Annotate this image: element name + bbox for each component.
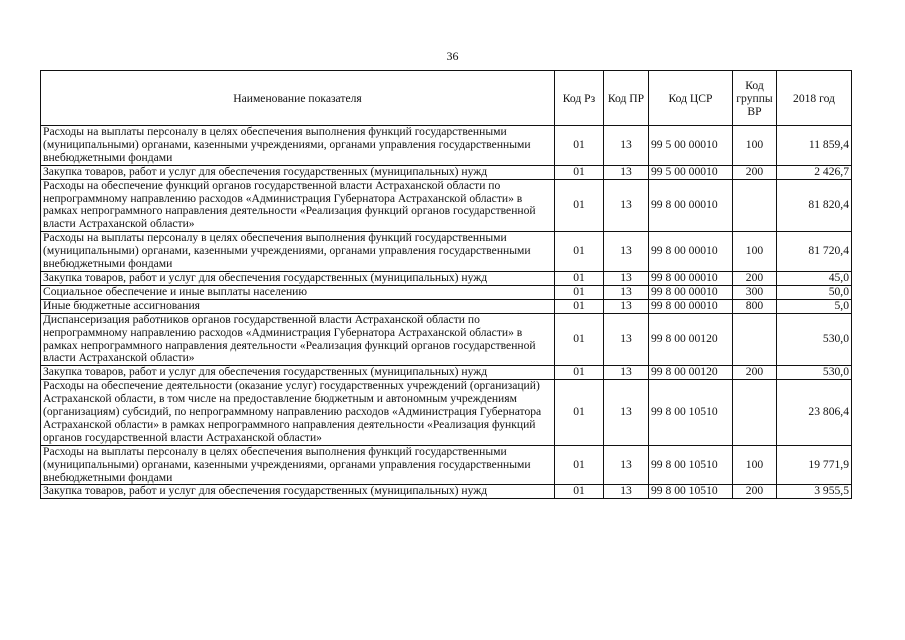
table-row bbox=[41, 485, 852, 499]
row-code-rz: 01 bbox=[555, 299, 604, 313]
row-name: Закупка товаров, работ и услуг для обеспечения государственных (муниципальных) нужд bbox=[41, 366, 555, 380]
header-code-pr: Код ПР bbox=[604, 71, 649, 126]
row-code-rz: 01 bbox=[555, 232, 604, 272]
row-code-rz: 01 bbox=[555, 285, 604, 299]
row-code-csr: 99 5 00 00010 bbox=[649, 165, 733, 179]
row-amount: 81 820,4 bbox=[777, 179, 852, 232]
row-name: Расходы на выплаты персоналу в целях обеспечения выполнения функций государственными (муниципальными) органами, казенными учреждениями, органами управления государственными внебюджетными фондами bbox=[41, 445, 555, 485]
row-code-pr: 13 bbox=[604, 271, 649, 285]
row-code-pr: 13 bbox=[604, 313, 649, 366]
row-code-csr: 99 8 00 10510 bbox=[649, 445, 733, 485]
table-header-row bbox=[41, 71, 852, 126]
row-code-rz: 01 bbox=[555, 271, 604, 285]
row-code-csr: 99 8 00 00010 bbox=[649, 271, 733, 285]
row-code-vr: 200 bbox=[733, 366, 777, 380]
row-code-rz: 01 bbox=[555, 380, 604, 446]
row-code-csr: 99 8 00 00120 bbox=[649, 366, 733, 380]
row-amount: 3 955,5 bbox=[777, 485, 852, 499]
row-amount: 5,0 bbox=[777, 299, 852, 313]
row-code-rz: 01 bbox=[555, 313, 604, 366]
header-name: Наименование показателя bbox=[41, 71, 555, 126]
row-code-csr: 99 8 00 10510 bbox=[649, 380, 733, 446]
row-code-csr: 99 8 00 00120 bbox=[649, 313, 733, 366]
row-code-pr: 13 bbox=[604, 445, 649, 485]
row-code-csr: 99 5 00 00010 bbox=[649, 126, 733, 166]
table-row bbox=[41, 380, 852, 446]
row-amount: 45,0 bbox=[777, 271, 852, 285]
row-code-pr: 13 bbox=[604, 232, 649, 272]
row-code-vr: 100 bbox=[733, 126, 777, 166]
row-code-vr bbox=[733, 313, 777, 366]
row-code-rz: 01 bbox=[555, 165, 604, 179]
row-code-rz: 01 bbox=[555, 126, 604, 166]
row-code-pr: 13 bbox=[604, 126, 649, 166]
row-code-pr: 13 bbox=[604, 179, 649, 232]
row-code-rz: 01 bbox=[555, 366, 604, 380]
row-name: Закупка товаров, работ и услуг для обеспечения государственных (муниципальных) нужд bbox=[41, 271, 555, 285]
row-amount: 2 426,7 bbox=[777, 165, 852, 179]
row-code-rz: 01 bbox=[555, 179, 604, 232]
row-code-vr bbox=[733, 179, 777, 232]
table-row bbox=[41, 445, 852, 485]
row-code-vr: 200 bbox=[733, 271, 777, 285]
table-row bbox=[41, 165, 852, 179]
row-amount: 530,0 bbox=[777, 366, 852, 380]
row-name: Иные бюджетные ассигнования bbox=[41, 299, 555, 313]
header-code-csr: Код ЦСР bbox=[649, 71, 733, 126]
row-code-rz: 01 bbox=[555, 485, 604, 499]
table-row bbox=[41, 313, 852, 366]
page-number: 36 bbox=[446, 49, 459, 63]
header-year: 2018 год bbox=[777, 71, 852, 126]
table-row bbox=[41, 366, 852, 380]
row-code-csr: 99 8 00 00010 bbox=[649, 232, 733, 272]
table-row bbox=[41, 285, 852, 299]
header-code-vr: Код группы ВР bbox=[733, 71, 777, 126]
row-code-csr: 99 8 00 00010 bbox=[649, 285, 733, 299]
budget-table bbox=[40, 70, 852, 499]
row-code-vr bbox=[733, 380, 777, 446]
row-amount: 23 806,4 bbox=[777, 380, 852, 446]
table-row bbox=[41, 232, 852, 272]
row-code-vr: 100 bbox=[733, 445, 777, 485]
row-name: Закупка товаров, работ и услуг для обеспечения государственных (муниципальных) нужд bbox=[41, 485, 555, 499]
row-code-pr: 13 bbox=[604, 285, 649, 299]
row-amount: 11 859,4 bbox=[777, 126, 852, 166]
row-code-vr: 800 bbox=[733, 299, 777, 313]
row-code-vr: 200 bbox=[733, 485, 777, 499]
row-code-pr: 13 bbox=[604, 366, 649, 380]
table-row bbox=[41, 179, 852, 232]
row-name: Расходы на обеспечение функций органов государственной власти Астраханской области по непрограммному направлению расходов «Администрация Губернатора Астраханской области» в рамках непрограммного направления деятельности «Реализация функций органов государственной власти Астраханской области» bbox=[41, 179, 555, 232]
row-code-vr: 100 bbox=[733, 232, 777, 272]
row-code-csr: 99 8 00 00010 bbox=[649, 179, 733, 232]
row-amount: 530,0 bbox=[777, 313, 852, 366]
row-amount: 81 720,4 bbox=[777, 232, 852, 272]
row-code-csr: 99 8 00 10510 bbox=[649, 485, 733, 499]
row-name: Расходы на выплаты персоналу в целях обеспечения выполнения функций государственными (муниципальными) органами, казенными учреждениями, органами управления государственными внебюджетными фондами bbox=[41, 232, 555, 272]
row-name: Расходы на выплаты персоналу в целях обеспечения выполнения функций государственными (муниципальными) органами, казенными учреждениями, органами управления государственными внебюджетными фондами bbox=[41, 126, 555, 166]
row-name: Диспансеризация работников органов государственной власти Астраханской области по непрограммному направлению расходов «Администрация Губернатора Астраханской области» в рамках непрограммного направления деятельности «Реализация функций органов государственной власти Астраханской области» bbox=[41, 313, 555, 366]
row-code-pr: 13 bbox=[604, 165, 649, 179]
row-code-vr: 300 bbox=[733, 285, 777, 299]
row-name: Социальное обеспечение и иные выплаты населению bbox=[41, 285, 555, 299]
table-row bbox=[41, 126, 852, 166]
row-amount: 19 771,9 bbox=[777, 445, 852, 485]
row-name: Закупка товаров, работ и услуг для обеспечения государственных (муниципальных) нужд bbox=[41, 165, 555, 179]
row-code-pr: 13 bbox=[604, 299, 649, 313]
row-code-csr: 99 8 00 00010 bbox=[649, 299, 733, 313]
row-name: Расходы на обеспечение деятельности (оказание услуг) государственных учреждений (организаций) Астраханской области, в том числе на предоставление бюджетным и автономным учреждениям (организациям) субсидий, по непрограммному направлению расходов «Администрация Губернатора Астраханской области» в рамках непрограммного направления деятельности «Реализация функций органов государственной власти Астраханской области» bbox=[41, 380, 555, 446]
row-code-pr: 13 bbox=[604, 380, 649, 446]
table-row bbox=[41, 299, 852, 313]
row-code-pr: 13 bbox=[604, 485, 649, 499]
row-amount: 50,0 bbox=[777, 285, 852, 299]
header-code-rz: Код Рз bbox=[555, 71, 604, 126]
row-code-rz: 01 bbox=[555, 445, 604, 485]
table-row bbox=[41, 271, 852, 285]
row-code-vr: 200 bbox=[733, 165, 777, 179]
